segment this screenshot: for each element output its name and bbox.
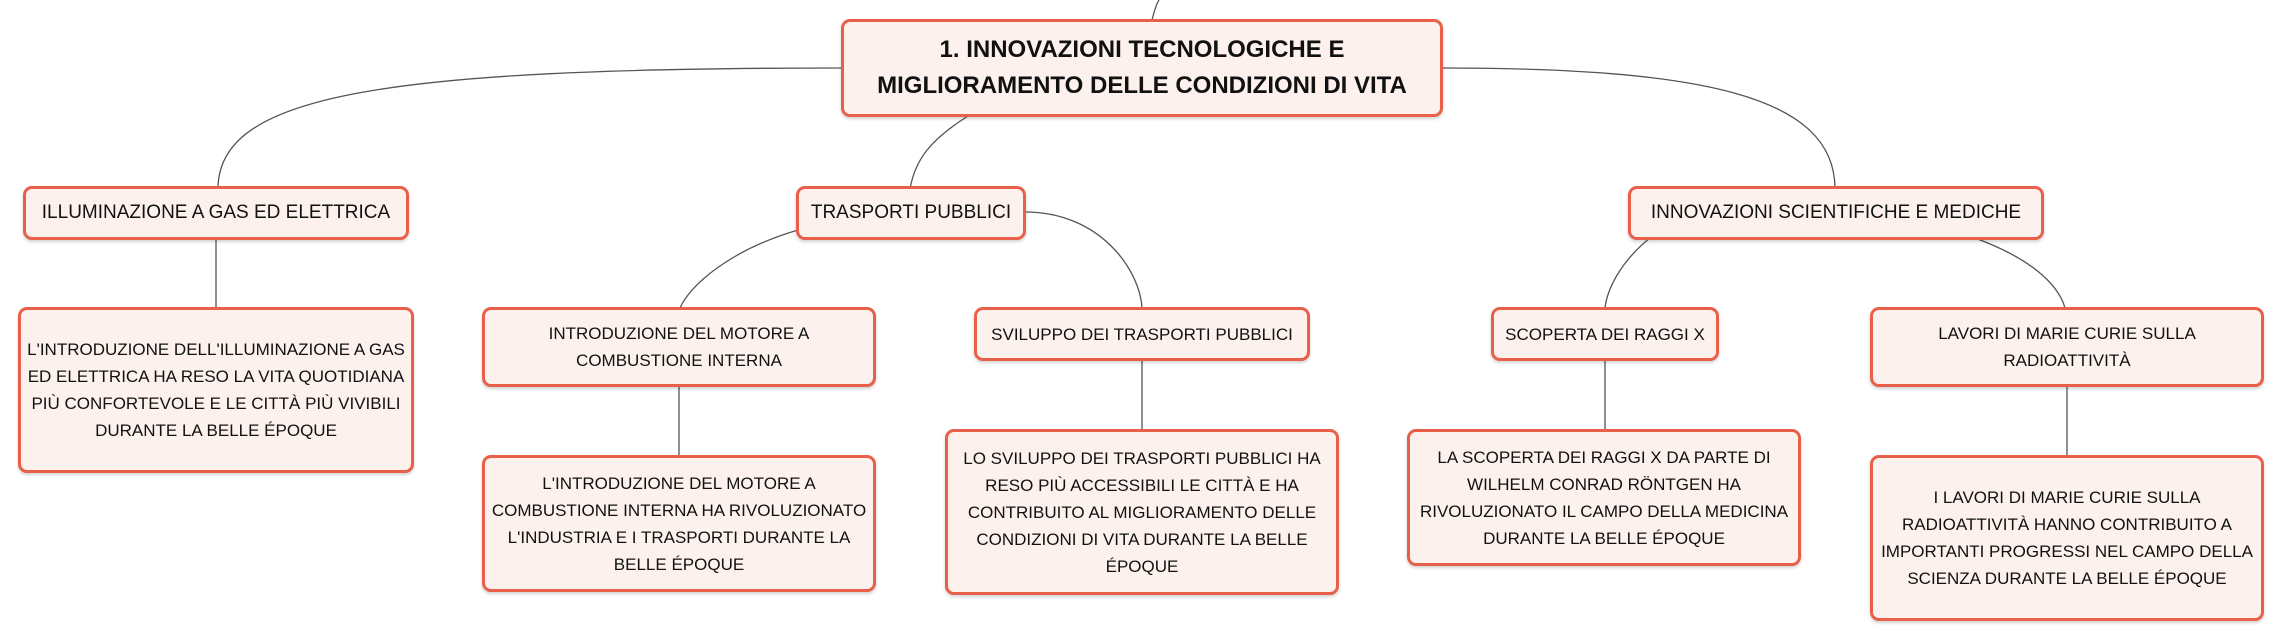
connector-innovazioni-raggi xyxy=(1605,238,1650,308)
branch-illuminazione[interactable] xyxy=(23,186,409,240)
root-node-label: 1. INNOVAZIONI TECNOLOGICHE E MIGLIORAMENTO DELLE CONDIZIONI DI VITA xyxy=(877,36,1407,99)
desc-illuminazione-text: L'INTRODUZIONE DELL'ILLUMINAZIONE A GAS ED ELETTRICA HA RESO LA VITA QUOTIDIANA PIÙ CONFORTEVOLE E LE CITTÀ PIÙ VIVIBILI DURANTE LA BELLE ÉPOQUE xyxy=(27,340,405,440)
desc-sviluppo[interactable] xyxy=(945,429,1339,595)
sub-curie[interactable] xyxy=(1870,307,2264,387)
desc-illuminazione[interactable] xyxy=(18,307,414,473)
connector-root-innovazioni xyxy=(1440,68,1835,189)
desc-motore[interactable] xyxy=(482,455,876,592)
sub-motore[interactable] xyxy=(482,307,876,387)
connector-root-illuminazione xyxy=(218,68,844,189)
desc-sviluppo-text: LO SVILUPPO DEI TRASPORTI PUBBLICI HA RESO PIÙ ACCESSIBILI LE CITTÀ E HA CONTRIBUITO AL MIGLIORAMENTO DELLE CONDIZIONI DI VITA DURANTE LA BELLE ÉPOQUE xyxy=(963,448,1321,576)
branch-trasporti[interactable] xyxy=(796,186,1026,240)
branch-trasporti-label: TRASPORTI PUBBLICI xyxy=(810,202,1012,223)
connector-innovazioni-curie xyxy=(1975,238,2065,308)
sub-curie-label: LAVORI DI MARIE CURIE SULLA RADIOATTIVITÀ xyxy=(1938,324,2196,370)
connector-root-trasporti xyxy=(910,116,968,189)
connector-trasporti-sviluppo xyxy=(1025,212,1142,308)
desc-raggi[interactable] xyxy=(1407,429,1801,566)
desc-motore-text: L'INTRODUZIONE DEL MOTORE A COMBUSTIONE INTERNA HA RIVOLUZIONATO L'INDUSTRIA E I TRASPORTI DURANTE LA BELLE ÉPOQUE xyxy=(491,473,867,574)
sub-raggi[interactable] xyxy=(1491,307,1719,361)
sub-motore-label: INTRODUZIONE DEL MOTORE A COMBUSTIONE INTERNA xyxy=(548,324,810,370)
branch-illuminazione-label: ILLUMINAZIONE A GAS ED ELETTRICA xyxy=(41,202,391,223)
connector-root-parent xyxy=(1152,0,1159,20)
connector-trasporti-motore xyxy=(680,230,798,308)
root-node[interactable] xyxy=(841,19,1443,117)
desc-curie[interactable] xyxy=(1870,455,2264,621)
desc-raggi-text: LA SCOPERTA DEI RAGGI X DA PARTE DI WILHELM CONRAD RÖNTGEN HA RIVOLUZIONATO IL CAMPO DELLA MEDICINA DURANTE LA BELLE ÉPOQUE xyxy=(1419,447,1789,548)
sub-sviluppo-label: SVILUPPO DEI TRASPORTI PUBBLICI xyxy=(991,324,1293,344)
sub-raggi-label: SCOPERTA DEI RAGGI X xyxy=(1505,324,1705,344)
branch-innovazioni[interactable] xyxy=(1628,186,2044,240)
sub-sviluppo[interactable] xyxy=(974,307,1310,361)
branch-innovazioni-label: INNOVAZIONI SCIENTIFICHE E MEDICHE xyxy=(1650,202,2022,223)
desc-curie-text: I LAVORI DI MARIE CURIE SULLA RADIOATTIVITÀ HANNO CONTRIBUITO A IMPORTANTI PROGRESSI NEL CAMPO DELLA SCIENZA DURANTE LA BELLE ÉPOQUE xyxy=(1881,488,2253,588)
